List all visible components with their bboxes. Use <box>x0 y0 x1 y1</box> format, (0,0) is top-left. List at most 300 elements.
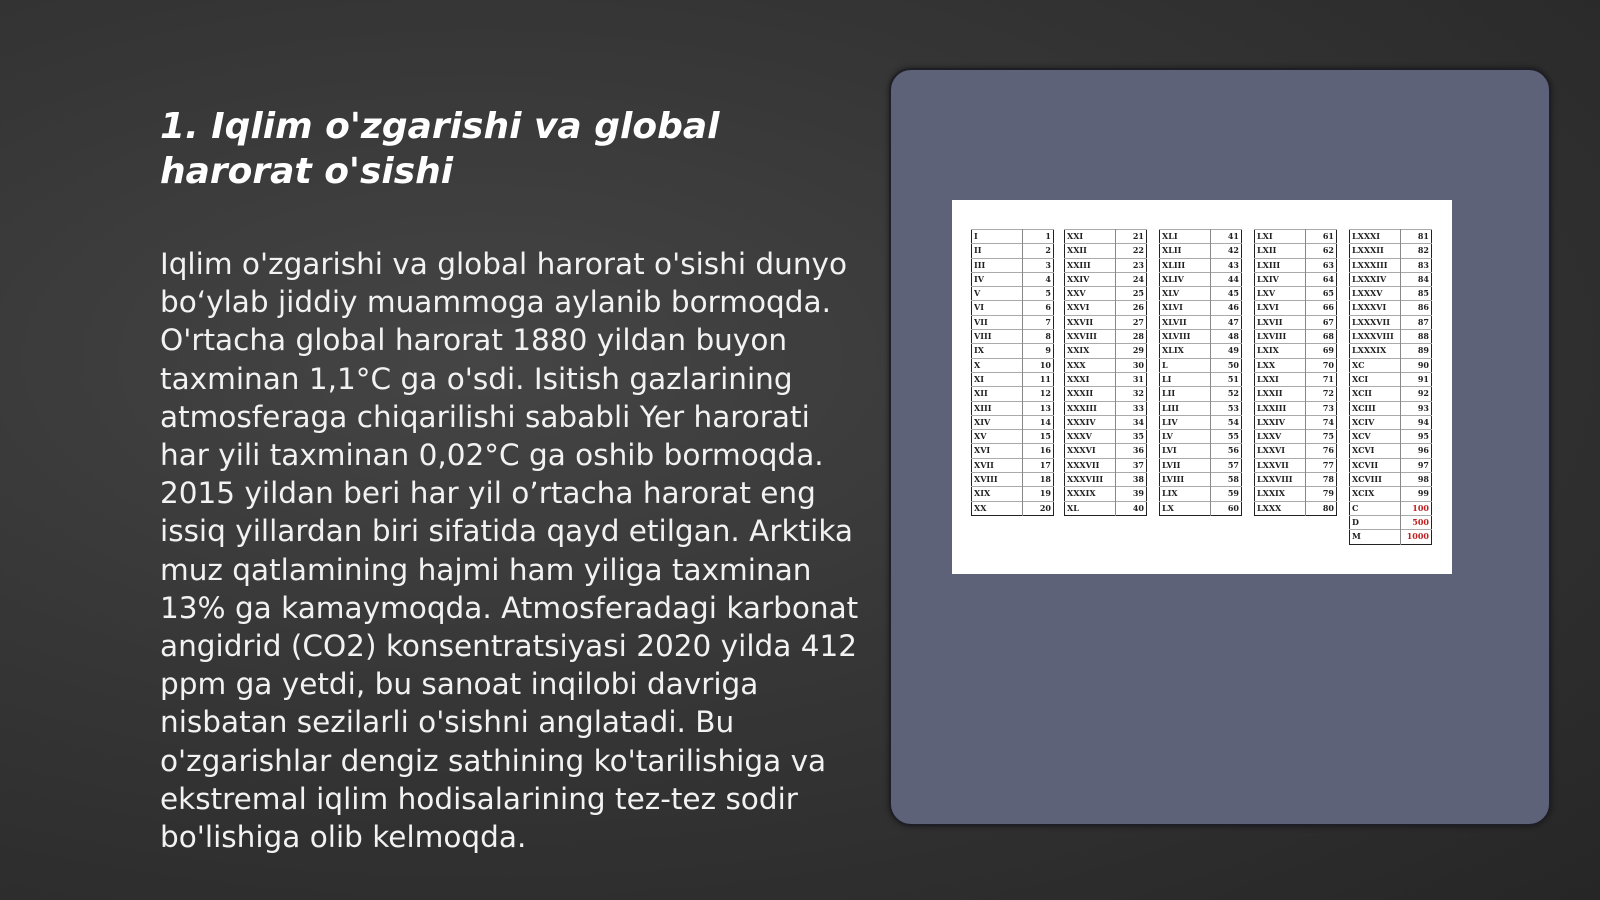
arabic-number-cell: 9 <box>1023 344 1054 358</box>
arabic-number-cell: 4 <box>1023 272 1054 286</box>
table-row <box>1255 287 1337 301</box>
arabic-number-cell: 65 <box>1306 287 1337 301</box>
roman-table-column <box>971 229 1054 516</box>
table-row <box>1350 344 1432 358</box>
table-row <box>1350 244 1432 258</box>
table-row <box>972 315 1054 329</box>
table-row <box>1065 387 1147 401</box>
roman-numeral-cell: XLVI <box>1160 301 1211 315</box>
roman-numeral-cell: LXXVI <box>1255 444 1306 458</box>
arabic-number-cell: 51 <box>1211 372 1242 386</box>
roman-numeral-cell: LXXXI <box>1350 230 1401 244</box>
arabic-number-cell: 94 <box>1401 415 1432 429</box>
roman-numeral-cell: XL <box>1065 501 1116 515</box>
roman-numeral-cell: XXVIII <box>1065 330 1116 344</box>
arabic-number-cell: 14 <box>1023 415 1054 429</box>
roman-numeral-cell: LXXIII <box>1255 401 1306 415</box>
table-row <box>1065 473 1147 487</box>
table-row <box>972 330 1054 344</box>
arabic-number-cell: 1 <box>1023 230 1054 244</box>
roman-numeral-cell: LVIII <box>1160 473 1211 487</box>
roman-numeral-cell: XCVI <box>1350 444 1401 458</box>
table-row <box>1350 487 1432 501</box>
roman-numeral-cell: XV <box>972 430 1023 444</box>
table-row <box>1065 272 1147 286</box>
arabic-number-cell: 31 <box>1116 372 1147 386</box>
roman-table <box>1349 229 1432 545</box>
arabic-number-cell: 18 <box>1023 473 1054 487</box>
table-row <box>972 430 1054 444</box>
arabic-number-cell: 80 <box>1306 501 1337 515</box>
table-row <box>1065 344 1147 358</box>
arabic-number-cell: 24 <box>1116 272 1147 286</box>
arabic-number-cell: 83 <box>1401 258 1432 272</box>
table-row <box>1350 415 1432 429</box>
arabic-number-cell: 5 <box>1023 287 1054 301</box>
arabic-number-cell: 35 <box>1116 430 1147 444</box>
table-row <box>972 501 1054 515</box>
roman-numeral-cell: XLIII <box>1160 258 1211 272</box>
roman-table <box>971 229 1054 516</box>
table-row <box>1065 330 1147 344</box>
roman-numeral-cell: LXXXVII <box>1350 315 1401 329</box>
roman-numeral-cell: LXIII <box>1255 258 1306 272</box>
table-row <box>1065 487 1147 501</box>
arabic-number-cell: 48 <box>1211 330 1242 344</box>
roman-numeral-cell: LXXXVI <box>1350 301 1401 315</box>
arabic-number-cell: 40 <box>1116 501 1147 515</box>
table-row <box>1255 430 1337 444</box>
table-row <box>1065 430 1147 444</box>
roman-numeral-cell: LX <box>1160 501 1211 515</box>
roman-numeral-cell: X <box>972 358 1023 372</box>
arabic-number-cell: 74 <box>1306 415 1337 429</box>
table-row <box>1255 230 1337 244</box>
table-row <box>1160 230 1242 244</box>
table-row <box>1350 401 1432 415</box>
roman-numeral-cell: XII <box>972 387 1023 401</box>
table-row <box>1350 258 1432 272</box>
arabic-number-cell: 66 <box>1306 301 1337 315</box>
table-row <box>1350 372 1432 386</box>
table-row <box>1255 444 1337 458</box>
roman-numeral-cell: XLIX <box>1160 344 1211 358</box>
table-row <box>972 258 1054 272</box>
roman-numeral-cell: XXX <box>1065 358 1116 372</box>
roman-numeral-cell: LXXII <box>1255 387 1306 401</box>
roman-numeral-cell: M <box>1350 530 1401 544</box>
arabic-number-cell: 22 <box>1116 244 1147 258</box>
arabic-number-cell: 28 <box>1116 330 1147 344</box>
roman-numeral-cell: XXXIV <box>1065 415 1116 429</box>
roman-numeral-cell: XXIII <box>1065 258 1116 272</box>
roman-numeral-cell: XCVIII <box>1350 473 1401 487</box>
roman-numeral-cell: LV <box>1160 430 1211 444</box>
table-row <box>1255 301 1337 315</box>
roman-numeral-cell: LXXVII <box>1255 458 1306 472</box>
table-row <box>972 230 1054 244</box>
table-row <box>1255 401 1337 415</box>
table-row <box>1065 444 1147 458</box>
table-row <box>1350 301 1432 315</box>
arabic-number-cell: 33 <box>1116 401 1147 415</box>
table-row <box>1065 458 1147 472</box>
table-row <box>1350 315 1432 329</box>
roman-numeral-cell: XLVII <box>1160 315 1211 329</box>
roman-numeral-cell: XC <box>1350 358 1401 372</box>
roman-numeral-cell: XX <box>972 501 1023 515</box>
arabic-number-cell: 19 <box>1023 487 1054 501</box>
table-row <box>1160 287 1242 301</box>
arabic-number-cell: 11 <box>1023 372 1054 386</box>
roman-numeral-cell: LIX <box>1160 487 1211 501</box>
arabic-number-cell: 99 <box>1401 487 1432 501</box>
roman-numeral-cell: XXV <box>1065 287 1116 301</box>
table-row <box>1350 230 1432 244</box>
arabic-number-cell: 92 <box>1401 387 1432 401</box>
table-row <box>972 487 1054 501</box>
roman-numeral-cell: LI <box>1160 372 1211 386</box>
roman-numeral-cell: LXXIV <box>1255 415 1306 429</box>
arabic-number-cell: 43 <box>1211 258 1242 272</box>
table-row <box>972 473 1054 487</box>
roman-numeral-cell: XI <box>972 372 1023 386</box>
roman-numeral-cell: LXXV <box>1255 430 1306 444</box>
roman-numeral-cell: XXXIX <box>1065 487 1116 501</box>
arabic-number-cell: 59 <box>1211 487 1242 501</box>
roman-numeral-cell: XIX <box>972 487 1023 501</box>
table-row <box>1065 401 1147 415</box>
roman-numeral-cell: LIII <box>1160 401 1211 415</box>
arabic-number-cell: 72 <box>1306 387 1337 401</box>
table-row <box>972 287 1054 301</box>
arabic-number-cell: 64 <box>1306 272 1337 286</box>
roman-numeral-cell: LXXIX <box>1255 487 1306 501</box>
arabic-number-cell: 39 <box>1116 487 1147 501</box>
arabic-number-cell: 52 <box>1211 387 1242 401</box>
table-row <box>1350 387 1432 401</box>
table-row <box>1255 244 1337 258</box>
table-row <box>972 244 1054 258</box>
roman-table <box>1159 229 1242 516</box>
roman-numeral-cell: LXVI <box>1255 301 1306 315</box>
table-row <box>972 387 1054 401</box>
table-row <box>972 444 1054 458</box>
roman-numeral-cell: XLV <box>1160 287 1211 301</box>
table-row <box>1350 473 1432 487</box>
table-row <box>1160 358 1242 372</box>
arabic-number-cell: 8 <box>1023 330 1054 344</box>
roman-table-column <box>1254 229 1337 516</box>
roman-numeral-cell: XLI <box>1160 230 1211 244</box>
table-row <box>1160 330 1242 344</box>
arabic-number-cell: 37 <box>1116 458 1147 472</box>
arabic-number-cell: 68 <box>1306 330 1337 344</box>
arabic-number-cell: 32 <box>1116 387 1147 401</box>
arabic-number-cell: 75 <box>1306 430 1337 444</box>
arabic-number-cell: 13 <box>1023 401 1054 415</box>
arabic-number-cell: 76 <box>1306 444 1337 458</box>
roman-numeral-cell: XLII <box>1160 244 1211 258</box>
arabic-number-cell: 85 <box>1401 287 1432 301</box>
roman-numeral-cell: V <box>972 287 1023 301</box>
arabic-number-cell: 500 <box>1401 515 1432 529</box>
roman-numeral-cell: VII <box>972 315 1023 329</box>
table-row <box>1255 315 1337 329</box>
roman-numeral-cell: XXIV <box>1065 272 1116 286</box>
arabic-number-cell: 90 <box>1401 358 1432 372</box>
roman-table-column <box>1349 229 1432 545</box>
arabic-number-cell: 17 <box>1023 458 1054 472</box>
table-row <box>1160 501 1242 515</box>
table-row <box>1160 272 1242 286</box>
roman-numeral-cell: LXII <box>1255 244 1306 258</box>
arabic-number-cell: 50 <box>1211 358 1242 372</box>
roman-numeral-cell: XCIII <box>1350 401 1401 415</box>
arabic-number-cell: 6 <box>1023 301 1054 315</box>
arabic-number-cell: 81 <box>1401 230 1432 244</box>
roman-numeral-cell: LXXXIV <box>1350 272 1401 286</box>
table-row <box>1065 301 1147 315</box>
table-row <box>1160 444 1242 458</box>
roman-numeral-cell: II <box>972 244 1023 258</box>
table-row <box>1350 530 1432 544</box>
roman-numeral-cell: XIV <box>972 415 1023 429</box>
arabic-number-cell: 97 <box>1401 458 1432 472</box>
roman-table-column <box>1064 229 1147 516</box>
roman-numeral-cell: LXXI <box>1255 372 1306 386</box>
roman-numeral-cell: XLVIII <box>1160 330 1211 344</box>
table-row <box>1160 344 1242 358</box>
arabic-number-cell: 53 <box>1211 401 1242 415</box>
roman-numeral-cell: XXXV <box>1065 430 1116 444</box>
table-row <box>972 415 1054 429</box>
roman-numeral-cell: XVII <box>972 458 1023 472</box>
table-row <box>1255 372 1337 386</box>
image-card <box>889 68 1551 826</box>
arabic-number-cell: 57 <box>1211 458 1242 472</box>
arabic-number-cell: 45 <box>1211 287 1242 301</box>
roman-numeral-cell: XCII <box>1350 387 1401 401</box>
roman-numeral-cell: LXX <box>1255 358 1306 372</box>
roman-numeral-cell: IV <box>972 272 1023 286</box>
roman-table-column <box>1159 229 1242 516</box>
arabic-number-cell: 54 <box>1211 415 1242 429</box>
roman-numeral-cell: XCV <box>1350 430 1401 444</box>
arabic-number-cell: 1000 <box>1401 530 1432 544</box>
roman-numeral-cell: LXXXVIII <box>1350 330 1401 344</box>
arabic-number-cell: 38 <box>1116 473 1147 487</box>
table-row <box>1255 258 1337 272</box>
arabic-number-cell: 34 <box>1116 415 1147 429</box>
arabic-number-cell: 77 <box>1306 458 1337 472</box>
roman-numeral-cell: XXXI <box>1065 372 1116 386</box>
roman-numeral-cell: XCI <box>1350 372 1401 386</box>
arabic-number-cell: 44 <box>1211 272 1242 286</box>
table-row <box>1255 415 1337 429</box>
table-row <box>1255 501 1337 515</box>
roman-numeral-cell: LXXXIX <box>1350 344 1401 358</box>
arabic-number-cell: 87 <box>1401 315 1432 329</box>
slide-title: 1. Iqlim o'zgarishi va global harorat o'sishi <box>160 106 720 192</box>
arabic-number-cell: 47 <box>1211 315 1242 329</box>
arabic-number-cell: 88 <box>1401 330 1432 344</box>
arabic-number-cell: 78 <box>1306 473 1337 487</box>
table-row <box>1160 473 1242 487</box>
table-row <box>1065 258 1147 272</box>
arabic-number-cell: 95 <box>1401 430 1432 444</box>
arabic-number-cell: 20 <box>1023 501 1054 515</box>
table-row <box>1255 487 1337 501</box>
arabic-number-cell: 49 <box>1211 344 1242 358</box>
table-row <box>1255 358 1337 372</box>
arabic-number-cell: 46 <box>1211 301 1242 315</box>
table-row <box>972 401 1054 415</box>
table-row <box>972 372 1054 386</box>
arabic-number-cell: 63 <box>1306 258 1337 272</box>
table-row <box>1160 258 1242 272</box>
roman-numeral-cell: XXXVIII <box>1065 473 1116 487</box>
arabic-number-cell: 55 <box>1211 430 1242 444</box>
roman-numeral-cell: LXIX <box>1255 344 1306 358</box>
arabic-number-cell: 36 <box>1116 444 1147 458</box>
arabic-number-cell: 67 <box>1306 315 1337 329</box>
table-row <box>1350 458 1432 472</box>
roman-numeral-cell: LXV <box>1255 287 1306 301</box>
roman-numeral-cell: L <box>1160 358 1211 372</box>
table-row <box>1065 287 1147 301</box>
arabic-number-cell: 69 <box>1306 344 1337 358</box>
arabic-number-cell: 29 <box>1116 344 1147 358</box>
roman-numeral-cell: XVIII <box>972 473 1023 487</box>
roman-numeral-cell: VI <box>972 301 1023 315</box>
slide-body-text: Iqlim o'zgarishi va global harorat o'sishi dunyo bo‘ylab jiddiy muammoga aylanib bormoqda. O'rtacha global harorat 1880 yildan buyon taxminan 1,1°C ga o'sdi. Isitish gazlarining atmosferaga chiqarilishi sababli Yer harorati har yili taxminan 0,02°C ga oshib bormoqda. 2015 yildan beri har yil o’rtacha harorat eng issiq yillardan biri sifatida qayd etilgan. Arktika muz qatlamining hajmi ham yiliga taxminan 13% ga kamaymoqda. Atmosferadagi karbonat angidrid (CO2) konsentratsiyasi 2020 yilda 412 ppm ga yetdi, bu sanoat inqilobi davriga nisbatan sezilarli o'sishni anglatadi. Bu o'zgarishlar dengiz sathining ko'tarilishiga va ekstremal iqlim hodisalarining tez-tez sodir bo'lishiga olib kelmoqda. <box>160 247 859 855</box>
arabic-number-cell: 96 <box>1401 444 1432 458</box>
arabic-number-cell: 89 <box>1401 344 1432 358</box>
table-row <box>1160 401 1242 415</box>
arabic-number-cell: 27 <box>1116 315 1147 329</box>
roman-numeral-cell: LVII <box>1160 458 1211 472</box>
table-row <box>1255 344 1337 358</box>
table-row <box>1255 387 1337 401</box>
roman-numerals-table-image <box>952 200 1452 574</box>
table-row <box>1160 458 1242 472</box>
arabic-number-cell: 100 <box>1401 501 1432 515</box>
arabic-number-cell: 62 <box>1306 244 1337 258</box>
table-row <box>1160 372 1242 386</box>
roman-numeral-cell: LII <box>1160 387 1211 401</box>
roman-numeral-cell: XIII <box>972 401 1023 415</box>
roman-numeral-cell: LXIV <box>1255 272 1306 286</box>
arabic-number-cell: 26 <box>1116 301 1147 315</box>
table-row <box>1350 358 1432 372</box>
roman-numeral-cell: LXXVIII <box>1255 473 1306 487</box>
roman-numeral-cell: LXVIII <box>1255 330 1306 344</box>
roman-numeral-cell: IX <box>972 344 1023 358</box>
arabic-number-cell: 3 <box>1023 258 1054 272</box>
roman-numeral-cell: XVI <box>972 444 1023 458</box>
table-row <box>1160 387 1242 401</box>
arabic-number-cell: 21 <box>1116 230 1147 244</box>
table-row <box>1065 358 1147 372</box>
arabic-number-cell: 70 <box>1306 358 1337 372</box>
roman-numeral-cell: XCVII <box>1350 458 1401 472</box>
roman-numeral-cell: XXVI <box>1065 301 1116 315</box>
roman-numeral-cell: XLIV <box>1160 272 1211 286</box>
table-row <box>1350 515 1432 529</box>
roman-numeral-cell: XCIV <box>1350 415 1401 429</box>
table-row <box>1160 315 1242 329</box>
table-row <box>1350 272 1432 286</box>
table-row <box>972 358 1054 372</box>
roman-numeral-cell: LXI <box>1255 230 1306 244</box>
arabic-number-cell: 79 <box>1306 487 1337 501</box>
table-row <box>1160 487 1242 501</box>
arabic-number-cell: 56 <box>1211 444 1242 458</box>
roman-numeral-cell: LVI <box>1160 444 1211 458</box>
table-row <box>1065 501 1147 515</box>
roman-numeral-cell: VIII <box>972 330 1023 344</box>
roman-numeral-cell: III <box>972 258 1023 272</box>
roman-numeral-cell: XXII <box>1065 244 1116 258</box>
arabic-number-cell: 98 <box>1401 473 1432 487</box>
table-row <box>1350 430 1432 444</box>
table-row <box>1350 287 1432 301</box>
roman-numeral-cell: XXXII <box>1065 387 1116 401</box>
roman-numeral-cell: XCIX <box>1350 487 1401 501</box>
roman-numeral-cell: D <box>1350 515 1401 529</box>
table-row <box>1350 444 1432 458</box>
arabic-number-cell: 91 <box>1401 372 1432 386</box>
arabic-number-cell: 10 <box>1023 358 1054 372</box>
roman-numeral-cell: C <box>1350 501 1401 515</box>
roman-numeral-cell: XXIX <box>1065 344 1116 358</box>
arabic-number-cell: 84 <box>1401 272 1432 286</box>
table-row <box>1065 244 1147 258</box>
table-row <box>1255 458 1337 472</box>
arabic-number-cell: 93 <box>1401 401 1432 415</box>
roman-numeral-cell: XXXIII <box>1065 401 1116 415</box>
arabic-number-cell: 30 <box>1116 358 1147 372</box>
roman-numeral-cell: XXVII <box>1065 315 1116 329</box>
roman-numeral-cell: LXXXV <box>1350 287 1401 301</box>
arabic-number-cell: 15 <box>1023 430 1054 444</box>
roman-numeral-cell: LXXXII <box>1350 244 1401 258</box>
arabic-number-cell: 23 <box>1116 258 1147 272</box>
arabic-number-cell: 41 <box>1211 230 1242 244</box>
table-row <box>1065 230 1147 244</box>
table-row <box>1160 415 1242 429</box>
table-row <box>1160 244 1242 258</box>
roman-numeral-cell: LXXXIII <box>1350 258 1401 272</box>
table-row <box>1160 301 1242 315</box>
arabic-number-cell: 86 <box>1401 301 1432 315</box>
arabic-number-cell: 82 <box>1401 244 1432 258</box>
table-row <box>1065 372 1147 386</box>
table-row <box>972 344 1054 358</box>
roman-table <box>1254 229 1337 516</box>
arabic-number-cell: 2 <box>1023 244 1054 258</box>
roman-numeral-cell: XXXVII <box>1065 458 1116 472</box>
roman-numeral-cell: XXI <box>1065 230 1116 244</box>
roman-numeral-cell: LXXX <box>1255 501 1306 515</box>
arabic-number-cell: 16 <box>1023 444 1054 458</box>
table-row <box>1255 272 1337 286</box>
table-row <box>972 272 1054 286</box>
table-row <box>1065 315 1147 329</box>
table-row <box>1350 330 1432 344</box>
arabic-number-cell: 12 <box>1023 387 1054 401</box>
